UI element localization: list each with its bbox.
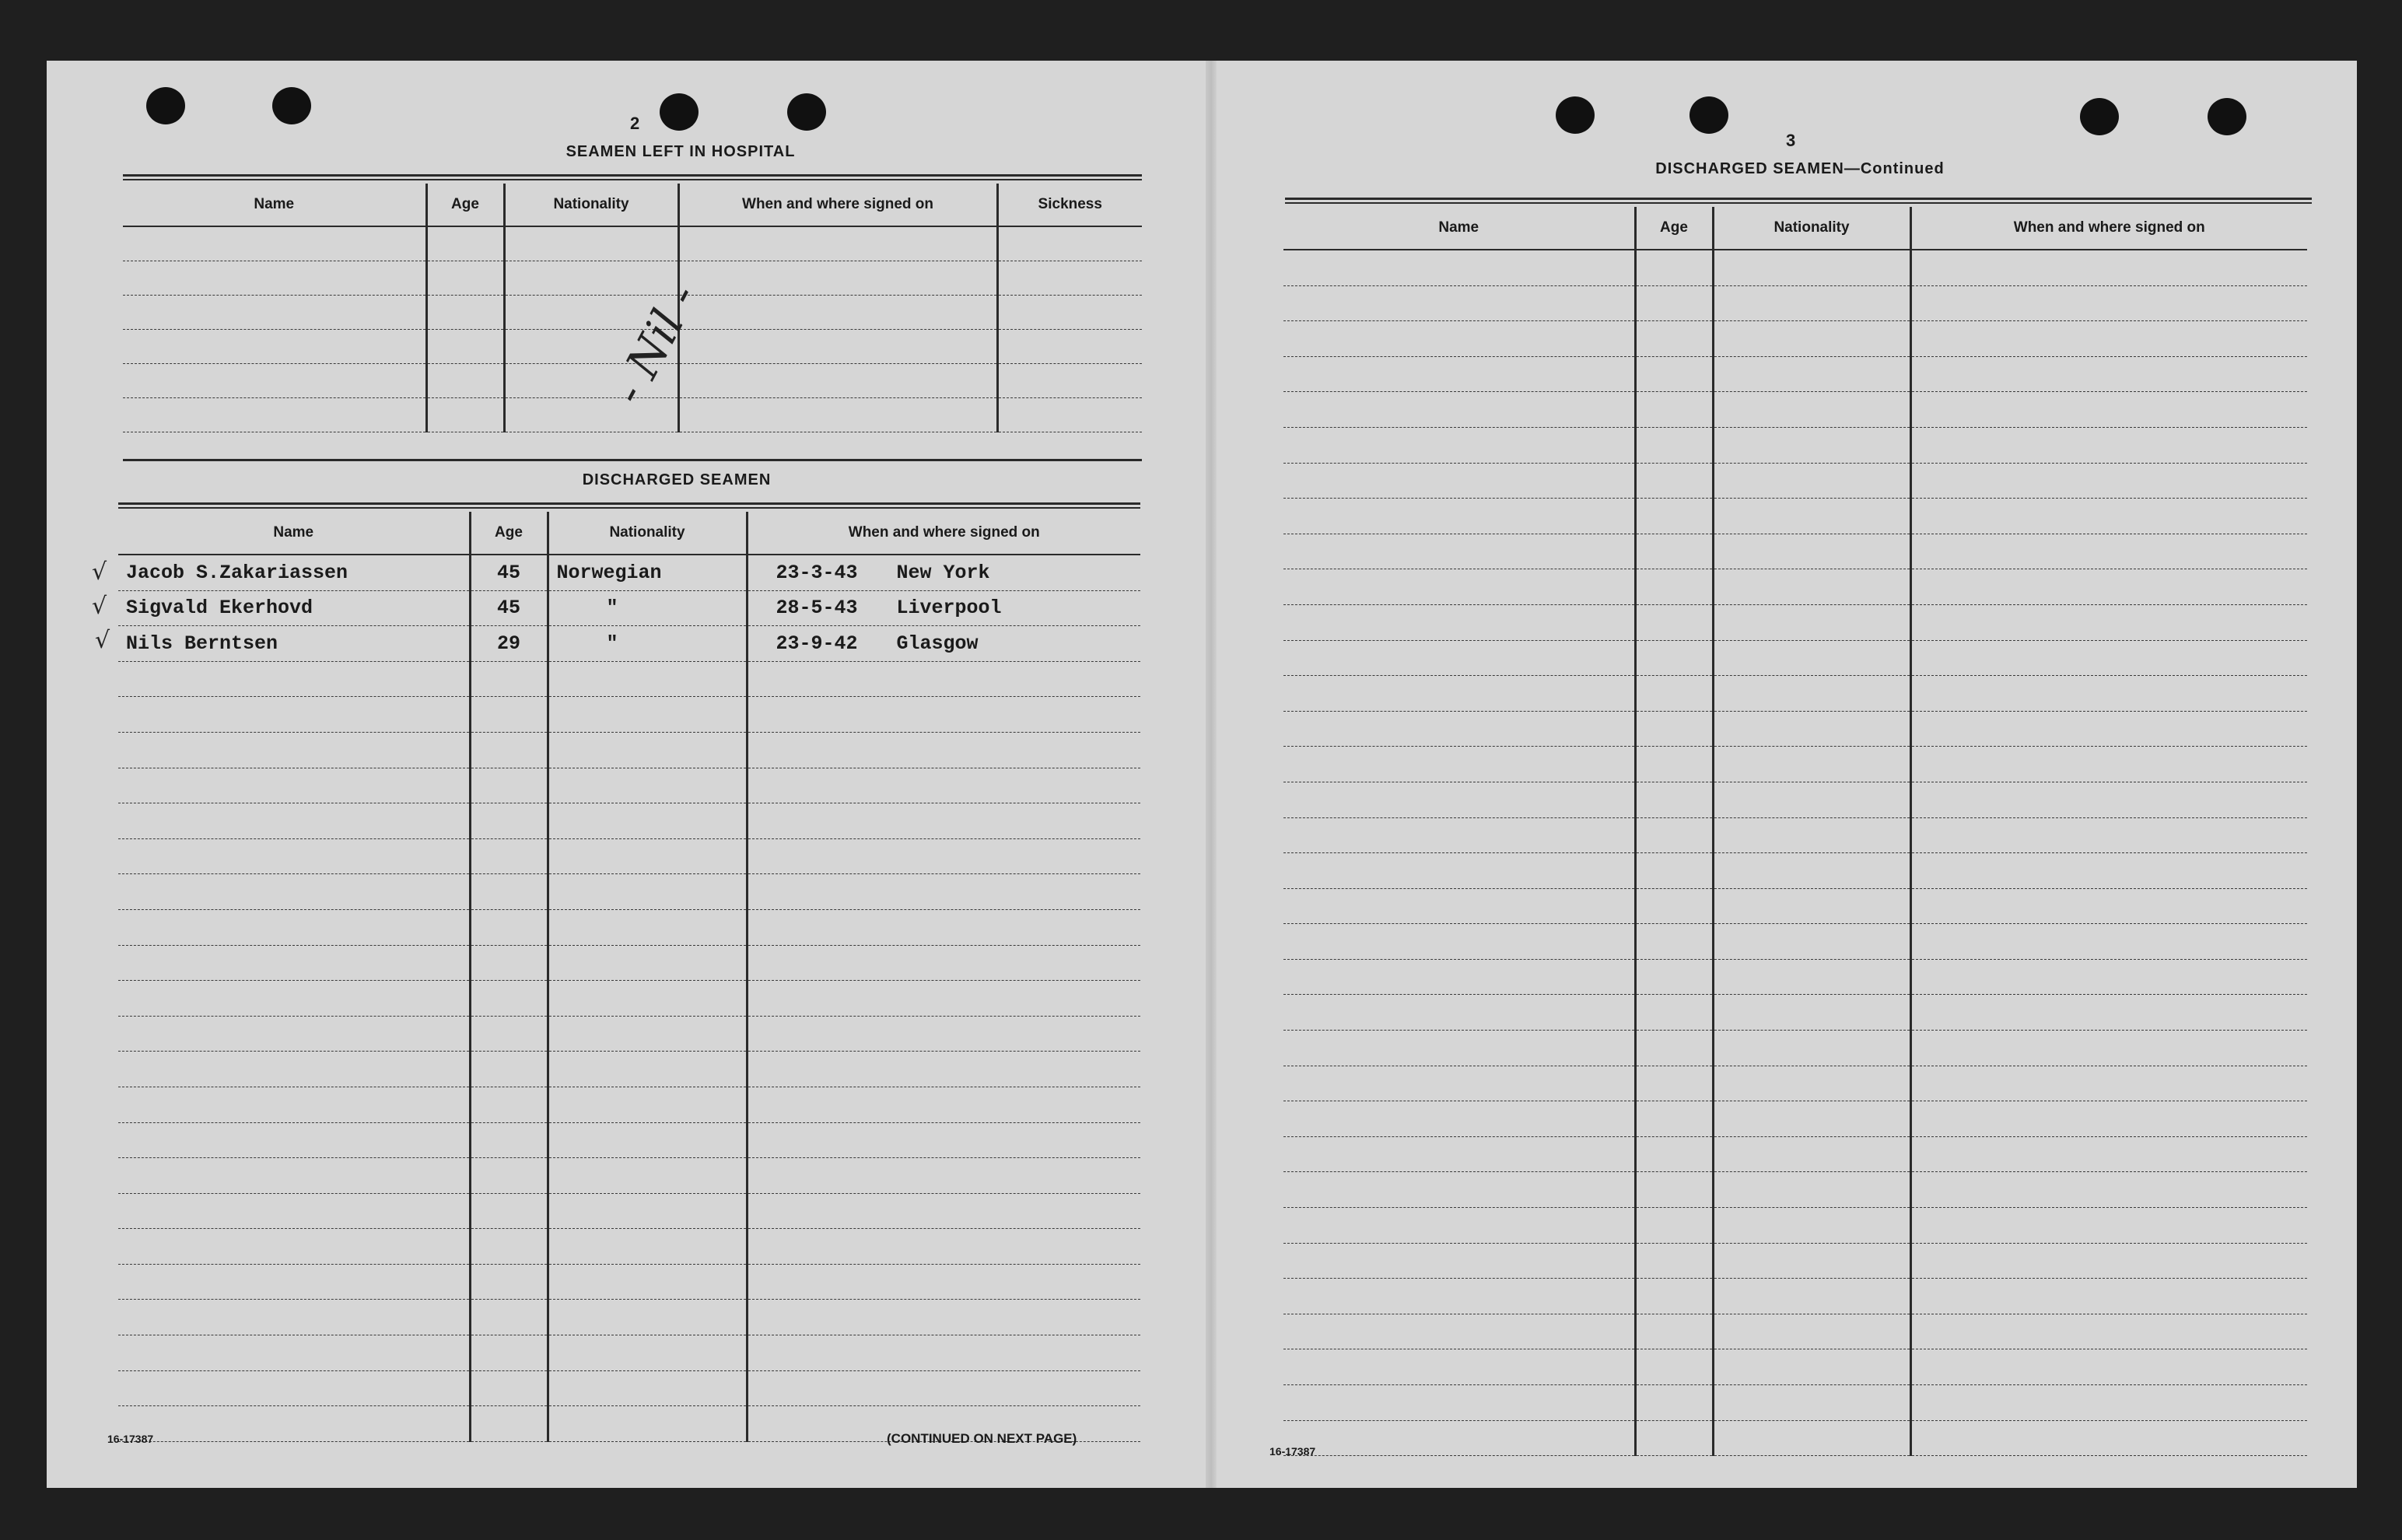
table-row xyxy=(1283,285,2307,321)
column-header-name: Name xyxy=(1283,207,1635,250)
table-row xyxy=(1283,604,2307,640)
heading-rule xyxy=(118,507,1140,509)
table-row xyxy=(1283,321,2307,357)
signed-on-place: New York xyxy=(896,561,990,584)
signed-on-place: Liverpool xyxy=(896,597,1002,620)
table-row xyxy=(118,1193,1140,1229)
table-row xyxy=(118,1016,1140,1052)
form-number: 16-17387 xyxy=(107,1433,154,1445)
table-row xyxy=(1283,427,2307,463)
table-row xyxy=(1283,1136,2307,1172)
table-row xyxy=(118,626,1140,662)
heading-rule xyxy=(123,179,1142,180)
discharged-heading: DISCHARGED SEAMEN xyxy=(582,471,772,488)
table-row xyxy=(1283,569,2307,605)
table-row xyxy=(1283,995,2307,1031)
discharged-continued-heading: DISCHARGED SEAMEN—Continued xyxy=(1655,160,1945,177)
binder-hole xyxy=(1556,96,1595,134)
table-row xyxy=(118,803,1140,839)
right-page xyxy=(1217,61,2357,1488)
column-header-age: Age xyxy=(426,184,504,226)
table-row xyxy=(118,768,1140,803)
seaman-name: Nils Berntsen xyxy=(118,626,470,662)
page-number: 2 xyxy=(630,114,640,133)
table-row xyxy=(123,226,1142,261)
discharged-continued-table xyxy=(1283,207,2307,1456)
column-header-signed-on: When and where signed on xyxy=(1910,207,2307,250)
table-row xyxy=(118,1370,1140,1406)
signed-on-cell xyxy=(747,555,1140,590)
table-row xyxy=(1283,1314,2307,1349)
checkmark-icon: √ xyxy=(92,558,107,586)
heading-rule xyxy=(118,502,1140,505)
column-header-name: Name xyxy=(118,512,470,555)
column-header-age: Age xyxy=(470,512,548,555)
table-row xyxy=(118,661,1140,697)
seaman-name: Jacob S.Zakariassen xyxy=(118,555,470,590)
table-row xyxy=(1283,782,2307,817)
continued-note: (CONTINUED ON NEXT PAGE) xyxy=(887,1431,1077,1446)
signed-on-date: 28-5-43 xyxy=(776,597,858,620)
form-number: 16-17387 xyxy=(1269,1445,1316,1458)
discharged-table xyxy=(118,512,1140,1442)
table-row xyxy=(1283,817,2307,853)
table-row xyxy=(118,1335,1140,1371)
table-row xyxy=(1283,888,2307,924)
table-row xyxy=(118,732,1140,768)
binder-hole xyxy=(2080,98,2119,135)
table-row xyxy=(1283,250,2307,285)
seaman-age: 29 xyxy=(470,626,548,662)
column-header-age: Age xyxy=(1635,207,1713,250)
signed-on-date: 23-3-43 xyxy=(776,561,858,584)
table-row xyxy=(1283,1031,2307,1066)
table-row xyxy=(123,296,1142,330)
table-row xyxy=(118,1052,1140,1087)
table-row xyxy=(1283,499,2307,534)
table-row xyxy=(1283,356,2307,392)
column-header-name: Name xyxy=(123,184,426,226)
binder-hole xyxy=(146,87,185,124)
table-row xyxy=(118,874,1140,910)
table-row xyxy=(118,1122,1140,1158)
table-row xyxy=(1283,640,2307,676)
table-row xyxy=(1283,853,2307,889)
hospital-heading: SEAMEN LEFT IN HOSPITAL xyxy=(565,143,796,160)
table-row xyxy=(1283,1279,2307,1314)
table-row xyxy=(123,261,1142,296)
column-header-nationality: Nationality xyxy=(548,512,747,555)
table-row xyxy=(1283,1349,2307,1385)
table-row xyxy=(118,1264,1140,1300)
table-row xyxy=(1283,1101,2307,1137)
table-row xyxy=(118,590,1140,626)
table-row xyxy=(118,1300,1140,1335)
signed-on-cell xyxy=(747,626,1140,662)
column-header-nationality: Nationality xyxy=(1713,207,1910,250)
seaman-nationality: " xyxy=(548,626,747,662)
binder-hole xyxy=(2208,98,2246,135)
table-row xyxy=(1283,392,2307,428)
seaman-age: 45 xyxy=(470,590,548,626)
signed-on-place: Glasgow xyxy=(896,632,979,655)
table-row xyxy=(1283,1172,2307,1208)
page-fold xyxy=(1206,61,1217,1488)
table-row xyxy=(1283,1066,2307,1101)
left-page xyxy=(47,61,1206,1488)
table-row xyxy=(1283,924,2307,960)
heading-rule xyxy=(1285,198,2312,200)
column-header-sickness: Sickness xyxy=(997,184,1142,226)
column-header-signed-on: When and where signed on xyxy=(747,512,1140,555)
table-row xyxy=(1283,463,2307,499)
table-row xyxy=(1283,676,2307,712)
table-row xyxy=(1283,747,2307,782)
nil-annotation: - Nil - xyxy=(601,275,709,413)
binder-hole xyxy=(272,87,311,124)
seaman-age: 45 xyxy=(470,555,548,590)
binder-hole xyxy=(787,93,826,131)
table-row xyxy=(118,838,1140,874)
table-row xyxy=(1283,534,2307,569)
table-row xyxy=(118,1158,1140,1194)
checkmark-icon: √ xyxy=(92,593,107,620)
seaman-nationality: Norwegian xyxy=(548,555,747,590)
table-row xyxy=(118,697,1140,733)
signed-on-cell xyxy=(747,590,1140,626)
table-row xyxy=(118,1087,1140,1122)
heading-rule xyxy=(123,174,1142,177)
binder-hole xyxy=(660,93,699,131)
table-row xyxy=(118,555,1140,590)
checkmark-icon: √ xyxy=(95,627,110,654)
table-row xyxy=(1283,1420,2307,1456)
table-row xyxy=(1283,1385,2307,1421)
table-row xyxy=(118,909,1140,945)
table-row xyxy=(1283,1208,2307,1244)
seaman-name: Sigvald Ekerhovd xyxy=(118,590,470,626)
column-header-signed-on: When and where signed on xyxy=(678,184,997,226)
table-row xyxy=(1283,1243,2307,1279)
table-row xyxy=(118,981,1140,1017)
signed-on-date: 23-9-42 xyxy=(776,632,858,655)
heading-rule xyxy=(1285,202,2312,204)
page-number: 3 xyxy=(1786,131,1796,150)
seaman-nationality: " xyxy=(548,590,747,626)
table-row xyxy=(1283,711,2307,747)
table-row xyxy=(118,945,1140,981)
table-row xyxy=(1283,959,2307,995)
table-bottom-rule xyxy=(123,459,1142,461)
column-header-nationality: Nationality xyxy=(504,184,678,226)
binder-hole xyxy=(1689,96,1728,134)
table-row xyxy=(118,1229,1140,1265)
document-sheet xyxy=(47,61,2357,1488)
